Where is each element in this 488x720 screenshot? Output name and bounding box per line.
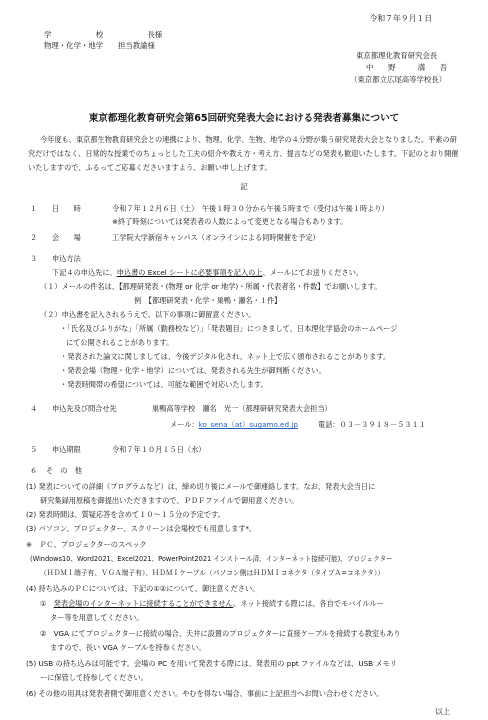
item4-contact: 巣鴨高等学校 瀬名 光一（都理研研究発表大会担当） xyxy=(152,404,332,413)
letter-date: 令和７年９月１日 xyxy=(369,14,432,23)
item3-sub1-example: 例 【都理研発表・化学・巣鴨・瀬名・１件】 xyxy=(134,296,282,305)
other-5: (5) USB の持ち込みは可能です。会場の PC を用いて発表する際には、発表用の ppt ファイルなどは、USB メモリ xyxy=(26,659,397,668)
item3-bullet4: ・発表時間帯の希望については、可能な範囲で対応いたします。 xyxy=(60,380,268,389)
item1-note: ※終了時刻については発表者の人数によって変更となる場合もあります。 xyxy=(112,217,348,226)
closing-mark: 以上 xyxy=(435,706,450,716)
item3-sub1: （１）メールの件名は、【都理研発表・(物理 or 化学 or 地学)・所属・代表者名・件数】でお願いします。 xyxy=(40,282,382,291)
item4-phone: 電話：０３－３９１８－５３１１ xyxy=(318,420,426,429)
page-title: 東京都理化教育研究会第65回研究発表大会における発表者募集について xyxy=(88,113,400,124)
item3-line1 xyxy=(52,268,363,277)
item2-label: 会 場 xyxy=(52,233,81,242)
item3-bullet2: ・発表された論文に関しましては、今後デジタル化され、ネット上で広く頒布されることがあります。 xyxy=(60,352,391,361)
item3-line1-underlined: 申込書の Excel シートに必要事項を記入の上 xyxy=(116,268,263,277)
item4-mail-row xyxy=(170,420,298,429)
addressee-principal: 学 校 長様 xyxy=(44,30,163,39)
other-2: (2) 発表時間は、質疑応答を含めて１０～１５分の予定です。 xyxy=(26,510,225,519)
item3-line1-suffix: 、メールにてお送りください。 xyxy=(262,268,363,277)
sender-name: 中 野 満 吾 xyxy=(366,63,448,72)
item5-deadline: 令和７年１０月１５日（水） xyxy=(112,445,206,454)
item2-venue: 工学院大学新宿キャンパス（オンラインによる同時開催を予定） xyxy=(112,233,320,242)
other-4-1 xyxy=(40,599,384,608)
item1-label: 日 時 xyxy=(52,204,81,213)
item6-label: そ の 他 xyxy=(46,466,82,475)
item3-line1-prefix: 下記４の申込先に、 xyxy=(52,268,117,277)
other-4-1-mark: ① xyxy=(40,599,54,608)
item5-number: ５ xyxy=(30,445,38,454)
other-3-spec2: （ＨＤＭＩ端子有、ＶＧＡ端子有）、ＨＤＭＩケーブル（パソコン側はＨＤＭＩコネクタ（タイプＡ=コネクタ）） xyxy=(40,569,385,577)
item3-bullet3: ・発表会場（物理・化学・地学）については、発表される先生が御判断ください。 xyxy=(60,366,326,375)
addressee-teachers: 物理・化学・地学 担当教諭様 xyxy=(44,41,155,50)
item4-label: 申込先及び問合せ先 xyxy=(52,404,117,413)
other-4: (4) 持ち込みのＰＣについては、下記の①②について、御注意ください。 xyxy=(26,584,260,593)
other-1-cont: 研究集録用原稿を御提出いただきますので、ＰＤＦファイルで御用意ください。 xyxy=(40,496,299,505)
item3-number: ３ xyxy=(30,254,38,263)
other-4-1-rest: 。ネット接続する際には、各自でモバイルルー xyxy=(233,599,384,608)
other-4-2: ② VGA にてプロジェクターに接続の場合、天井に設置のプロジェクターに直接ケーブルを接続する教室もあり xyxy=(40,629,401,638)
other-4-1-underlined: 発表会場のインターネットに接続することができません xyxy=(53,599,234,608)
ki-heading: 記 xyxy=(240,182,248,191)
other-3-spec: (Windows10、Word2021、Excel2021、PowerPoint2021 インストール済、インターネット接続可能)、プロジェクター xyxy=(30,555,393,563)
item4-number: ４ xyxy=(30,404,38,413)
other-3-note: ※ ＰＣ、プロジェクターのスペック xyxy=(26,540,147,549)
item3-bullet1-cont: にて公開されることがあります。 xyxy=(66,338,174,347)
other-1: (1) 発表についての詳細（プログラムなど）は、締め切り後にメールで御連絡します。なお、発表大会当日に xyxy=(26,482,376,491)
sender-affiliation: （東京都立広尾高等学校長） xyxy=(350,75,447,84)
sender-organization: 東京都理化教育研究会長 xyxy=(356,51,438,60)
contact-email-link[interactable]: ko_sena（at）sugamo.ed.jp xyxy=(198,420,298,429)
item5-label: 申込期限 xyxy=(52,445,81,454)
item1-datetime: 令和７年１２月６日（土） 午後１時３０分から午後５時まで（受付は午後１時より） xyxy=(112,204,389,213)
item6-number: ６ xyxy=(30,466,38,475)
item3-bullet1: ・「氏名及びふりがな」「所属（勤務校など）」「発表題目」につきまして、日本理化学協会のホームページ xyxy=(60,324,398,333)
item2-number: ２ xyxy=(30,233,38,242)
other-4-1-cont: ター等を用意してください。 xyxy=(50,613,144,622)
other-6: (6) その他の用具は発表者側で御用意ください。やむを得ない場合、事前に上記担当へお問い合わせください。 xyxy=(26,689,384,698)
intro-paragraph: 今年度も、東京都生物教育研究会との連携により、物理、化学、生物、地学の４分野が集う研究発表大会となりました。平素の研究だけではなく、日常的な授業でのちょっとした工夫の紹介や教え方・考え方、提言などの発表も歓迎いたします。下記のとおり開催いたしますので、ふるってご応募くださいますよう、お願い申し上げます。 xyxy=(28,135,459,172)
item4-mail-label: メール： xyxy=(170,420,199,429)
other-4-2-cont: ますので、長い VGA ケーブルを持参ください。 xyxy=(50,643,206,652)
other-3: (3) パソコン、プロジェクター、スクリーンは会場校でも用意します*。 xyxy=(26,524,257,533)
other-5-cont: ーに保管して持参してください。 xyxy=(40,673,148,682)
item3-sub2: （２）申込書を記入されるうえで、以下の事項に御留意ください。 xyxy=(40,310,256,319)
item3-label: 申込方法 xyxy=(52,254,81,263)
item1-number: １ xyxy=(30,204,38,213)
